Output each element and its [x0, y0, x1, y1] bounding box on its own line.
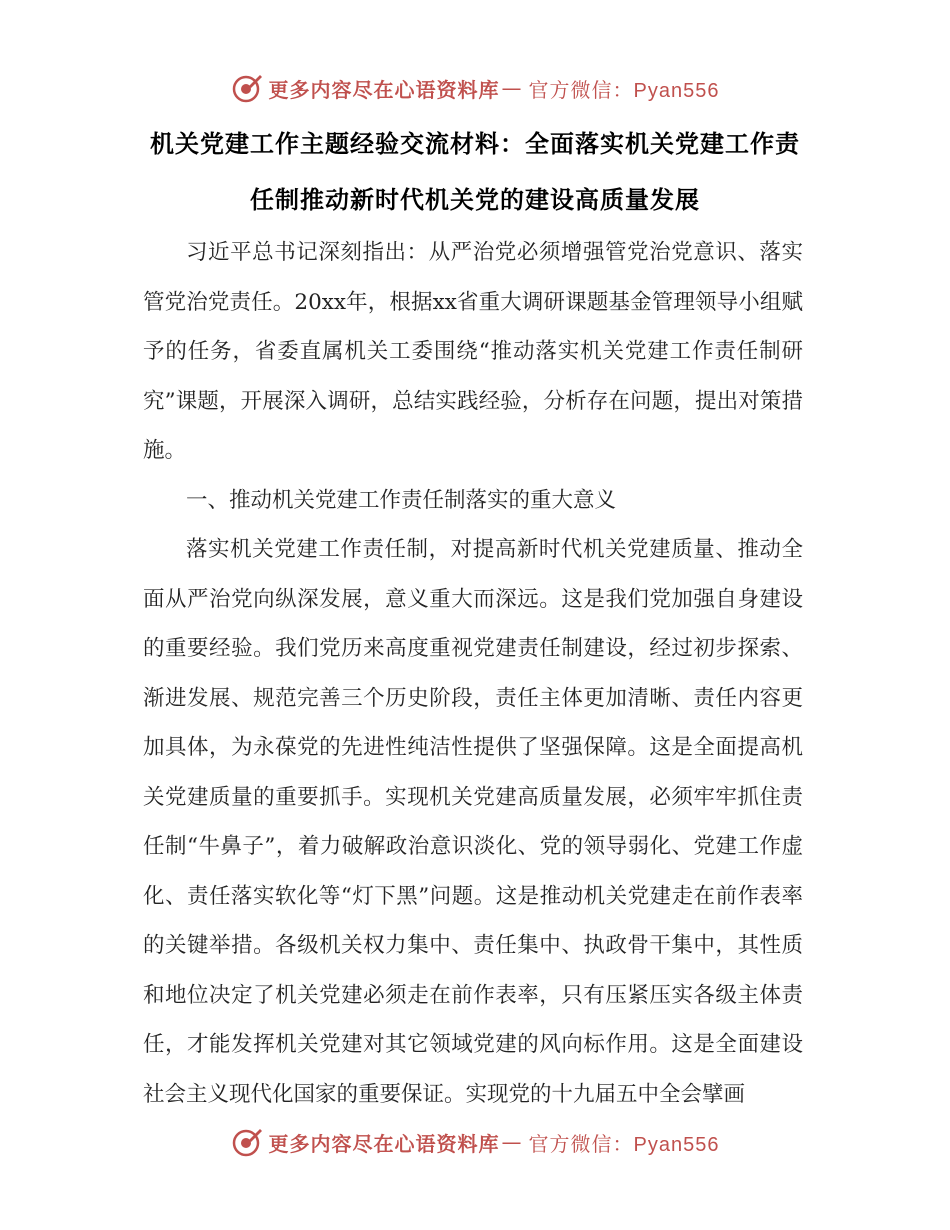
- body-paragraph: 落实机关党建工作责任制，对提高新时代机关党建质量、推动全面从严治党向纵深发展，意义重大而深远。这是我们党加强自身建设的重要经验。我们党历来高度重视党建责任制建设，经过初步探索、渐进发展、规范完善三个历史阶段，责任主体更加清晰、责任内容更加具体，为永葆党的先进性纯洁性提供了坚强保障。这是全面提高机关党建质量的重要抓手。实现机关党建高质量发展，必须牢牢抓住责任制“牛鼻子”，着力破解政治意识淡化、党的领导弱化、党建工作虚化、责任落实软化等“灯下黑”问题。这是推动机关党建走在前作表率的关键举措。各级机关权力集中、责任集中、执政骨干集中，其性质和地位决定了机关党建必须走在前作表率，只有压紧压实各级主体责任，才能发挥机关党建对其它领域党建的风向标作用。这是全面建设社会主义现代化国家的重要保证。实现党的十九届五中全会擘画: [143, 537, 803, 1107]
- banner-brand-text: 更多内容尽在心语资料库: [268, 1131, 500, 1156]
- brush-logo-icon: [231, 1126, 263, 1158]
- body-paragraph: 习近平总书记深刻指出：从严治党必须增强管党治党意识、落实管党治党责任。20xx年，根据xx省重大调研课题基金管理领导小组赋予的任务，省委直属机关工委围绕“推动落实机关党建工作责任制研究”课题，开展深入调研，总结实践经验，分析存在问题，提出对策措施。: [143, 240, 803, 463]
- document-title-line-1: 机关党建工作主题经验交流材料：全面落实机关党建工作责: [150, 130, 800, 158]
- document-title-line-2: 任制推动新时代机关党的建设高质量发展: [250, 186, 700, 214]
- banner-brand-text: 更多内容尽在心语资料库: [268, 77, 500, 102]
- banner-wechat-text: 官方微信：Pyan556: [528, 79, 720, 102]
- banner-dash: —: [501, 76, 523, 100]
- banner-dash: —: [501, 1130, 523, 1154]
- header-banner: [0, 68, 950, 108]
- document-body: [143, 228, 803, 1119]
- banner-wechat-text: 官方微信：Pyan556: [528, 1133, 720, 1156]
- section-heading: 一、推动机关党建工作责任制落实的重大意义: [186, 487, 617, 513]
- footer-banner: [0, 1122, 950, 1162]
- brush-logo-icon: [231, 72, 263, 104]
